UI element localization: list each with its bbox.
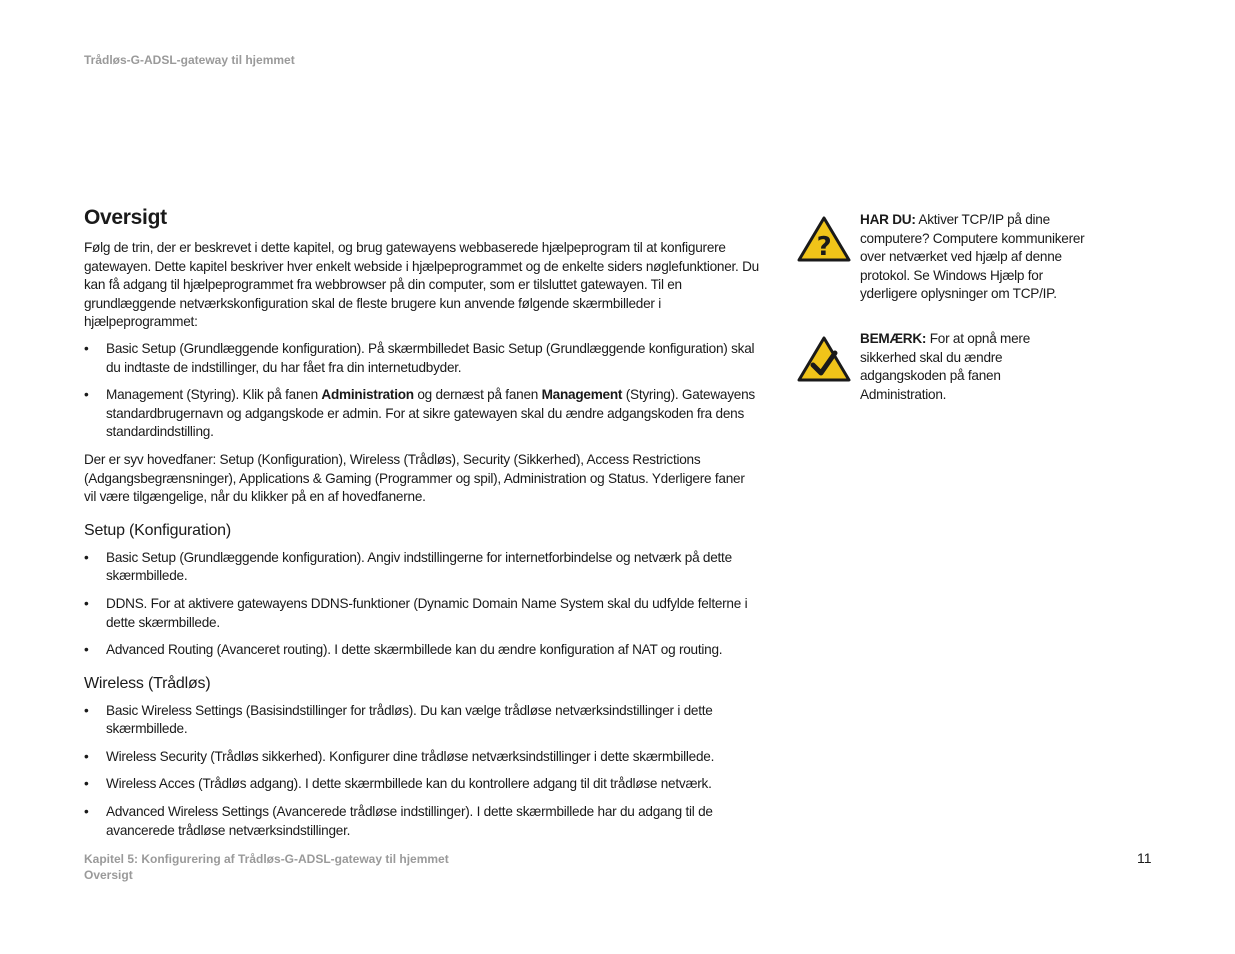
text-segment: (Styring). Gatewayens standardbrugernavn og adgangskode er admin. For at sikre gatewayen skal du ændre adgangskoden fra dens standardindstilling. xyxy=(106,387,755,440)
list-item-text: Wireless Security (Trådløs sikkerhed). Konfigurer dine trådløse netværksindstillinger i dette skærmbillede. xyxy=(106,748,715,764)
list-item-text: Basic Setup (Grundlæggende konfiguration). På skærmbilledet Basic Setup (Grundlæggende konfiguration) skal du indtaste de indstillinger, du har fået fra din internetudbyder. xyxy=(106,340,755,375)
bullet: • xyxy=(84,804,89,820)
sidebar-notes xyxy=(796,211,1086,404)
list-item xyxy=(84,748,760,767)
tabs-paragraph: Der er syv hovedfaner: Setup (Konfiguration), Wireless (Trådløs), Security (Sikkerhed), Access Restrictions (Adgangsbegrænsninger), Applications & Gaming (Programmer og spil), Administration og Status. Yderligere faner vil være tilgængelige, når du klikker på en af hovedfanerne. xyxy=(84,451,745,505)
bold-term: Management xyxy=(541,387,623,403)
footer-section: Oversigt xyxy=(84,868,133,882)
tip-note xyxy=(796,211,1086,304)
list-item xyxy=(84,340,760,377)
list-item-text: Basic Wireless Settings (Basisindstillinger for trådløs). Du kan vælge trådløse netværksindstillinger i dette skærmbillede. xyxy=(106,702,713,737)
wireless-list xyxy=(84,702,760,841)
list-item xyxy=(84,803,760,840)
main-content xyxy=(84,205,760,849)
running-header: Trådløs-G-ADSL-gateway til hjemmet xyxy=(84,53,295,67)
wireless-heading: Wireless (Trådløs) xyxy=(84,674,211,692)
setup-list xyxy=(84,549,760,660)
bullet: • xyxy=(84,549,89,565)
list-item-text: Wireless Acces (Trådløs adgang). I dette skærmbillede kan du kontrollere adgang til dit trådløse netværk. xyxy=(106,776,712,792)
bullet: • xyxy=(84,642,89,658)
page-title: Oversigt xyxy=(84,206,167,229)
bullet: • xyxy=(84,702,89,718)
svg-text:?: ? xyxy=(816,232,832,262)
intro-paragraph: Følg de trin, der er beskrevet i dette kapitel, og brug gatewayens webbaserede hjælpeprogram til at konfigurere gatewayen. Dette kapitel beskriver hver enkelt webside i hjælpeprogrammet og de enkelte siders nøglefunktioner. Du kan få adgang til hjælpeprogrammet fra webbrowser på din computer, som er tilsluttet gatewayen. Til en grundlæggende netværkskonfiguration skal de fleste brugere kun anvende følgende skærmbilleder i hjælpeprogrammet: xyxy=(84,240,759,330)
intro-list xyxy=(84,340,760,442)
bullet: • xyxy=(84,387,89,403)
tip-body: Aktiver TCP/IP på dine computere? Computere kommunikerer over netværket ved hjælp af denne protokol. Se Windows Hjælp for yderligere oplysninger om TCP/IP. xyxy=(860,212,1085,302)
list-item xyxy=(84,775,760,794)
list-item xyxy=(84,702,760,739)
footer-chapter: Kapitel 5: Konfigurering af Trådløs-G-ADSL-gateway til hjemmet xyxy=(84,852,449,866)
footer xyxy=(84,851,449,883)
list-item-text: Advanced Routing (Avanceret routing). I dette skærmbillede kan du ændre konfiguration af NAT og routing. xyxy=(106,642,723,658)
list-item xyxy=(84,641,760,660)
checkmark-warning-icon xyxy=(796,335,852,389)
bullet: • xyxy=(84,595,89,611)
note-text xyxy=(860,330,1086,404)
list-item xyxy=(84,386,760,442)
note-label: BEMÆRK: xyxy=(860,330,927,346)
bullet: • xyxy=(84,776,89,792)
tip-text xyxy=(860,211,1086,304)
list-item-text xyxy=(106,387,755,439)
text-segment: og dernæst på fanen xyxy=(413,387,542,403)
note xyxy=(796,330,1086,404)
tip-label: HAR DU: xyxy=(860,212,916,227)
setup-heading: Setup (Konfiguration) xyxy=(84,521,232,539)
list-item-text: Basic Setup (Grundlæggende konfiguration). Angiv indstillingerne for internetforbindelse og netværk på dette skærmbillede. xyxy=(106,549,732,584)
list-item xyxy=(84,549,760,586)
list-item xyxy=(84,595,760,632)
list-item-text: DDNS. For at aktivere gatewayens DDNS-funktioner (Dynamic Domain Name System skal du udfylde felterne i dette skærmbillede. xyxy=(106,595,748,630)
page-number: 11 xyxy=(1137,850,1152,866)
question-mark-warning-icon xyxy=(796,215,852,269)
list-item-text: Advanced Wireless Settings (Avancerede trådløse indstillinger). I dette skærmbillede har du adgang til de avancerede trådløse netværksindstillinger. xyxy=(106,804,713,838)
bullet: • xyxy=(84,340,89,356)
bold-term: Administration xyxy=(321,387,414,403)
note-body: For at opnå mere sikkerhed skal du ændre adgangskoden på fanen Administration. xyxy=(860,330,1031,402)
text-segment: Management (Styring). Klik på fanen xyxy=(106,387,322,403)
bullet: • xyxy=(84,748,89,764)
